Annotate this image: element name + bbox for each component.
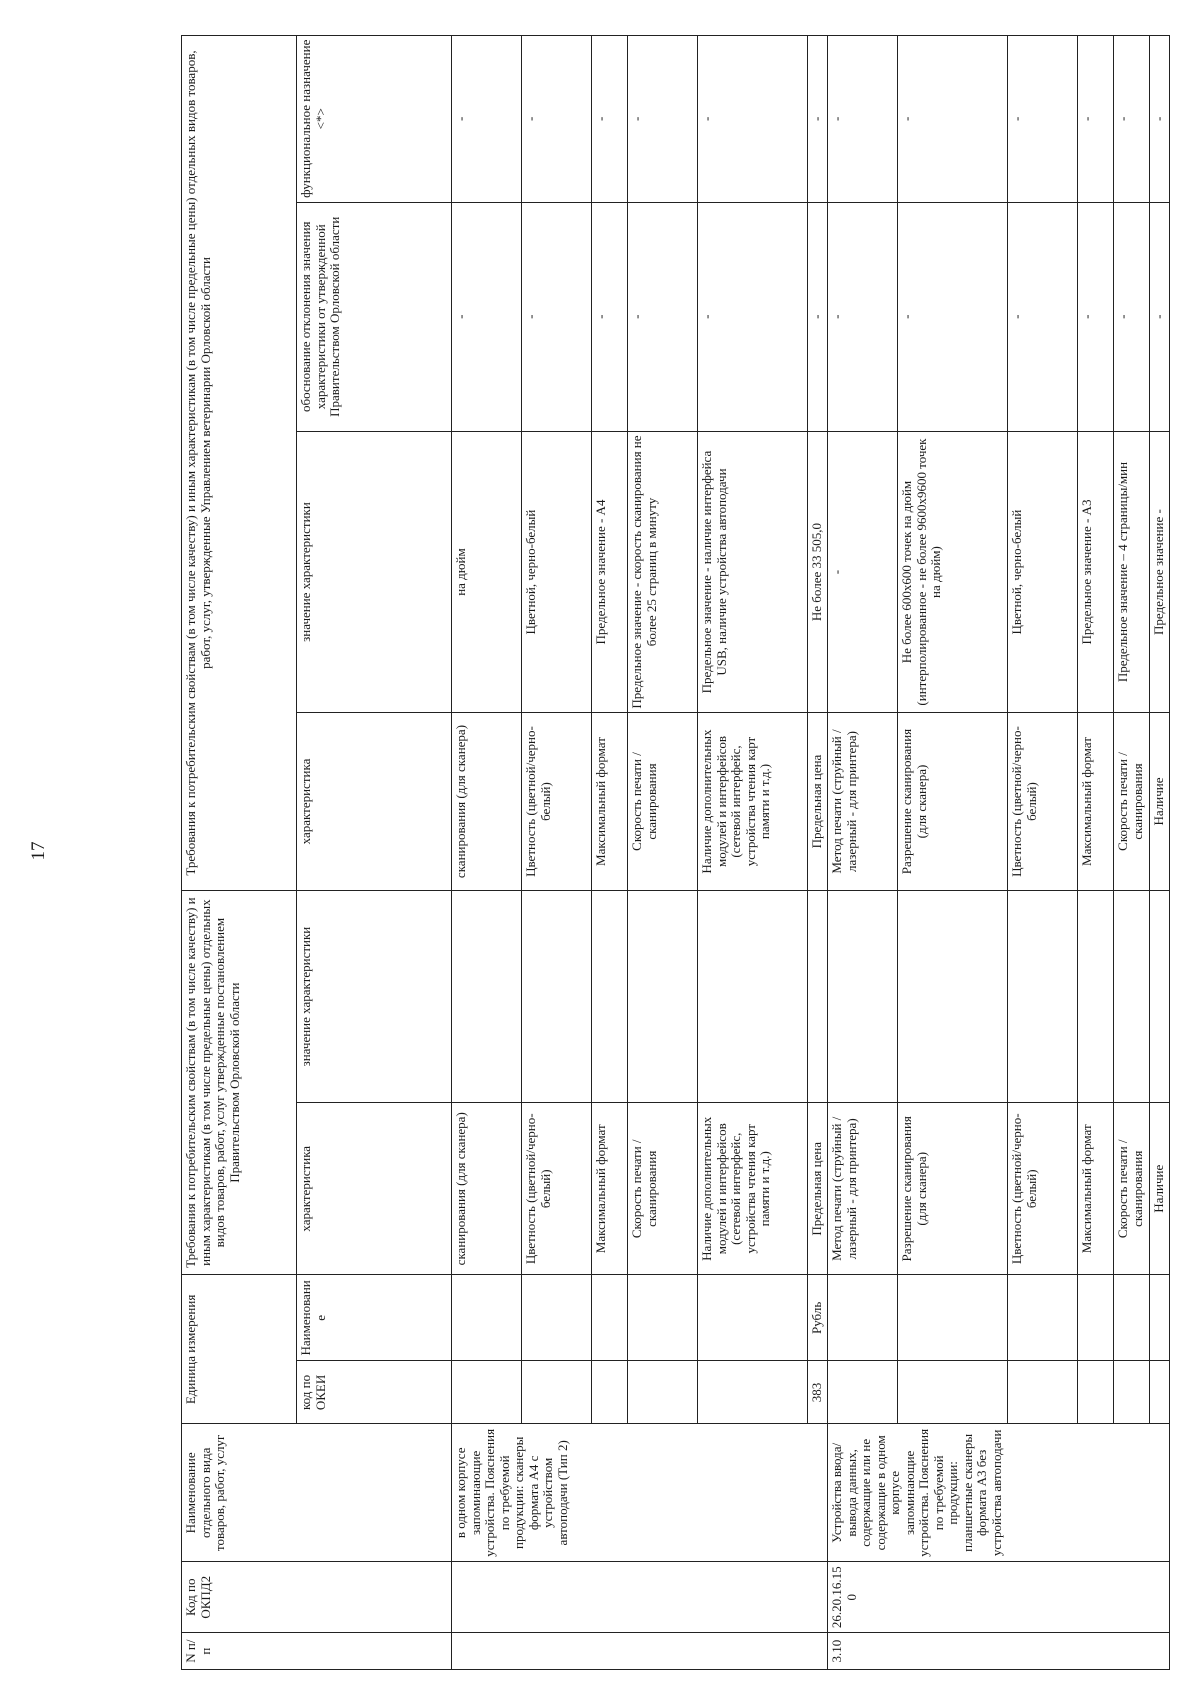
cell-reason: -: [808, 202, 828, 431]
cell-unit-name: [898, 1275, 1008, 1361]
cell-gov-char: Скорость печати / сканирования: [1114, 1103, 1150, 1275]
header-okpd: Код по ОКПД2: [182, 1562, 452, 1633]
cell-gov-value: [628, 890, 698, 1102]
cell-unit-name: Рубль: [808, 1275, 828, 1361]
cell-unit-code: [698, 1361, 808, 1424]
cell-purpose: -: [1008, 36, 1078, 203]
requirements-table: [181, 35, 1170, 1670]
cell-unit-code: [522, 1361, 592, 1424]
cell-reason: -: [452, 202, 522, 431]
cell-gov-value: [1150, 890, 1170, 1102]
header-num: N п/п: [182, 1633, 452, 1670]
cell-purpose: -: [522, 36, 592, 203]
cell-gov-char: Наличие дополнительных модулей и интерфейсов (сетевой интерфейс, устройства чтения карт памяти и т.д.): [698, 1103, 808, 1275]
header-dept-reason: обоснование отклонения значения характеристики от утвержденной Правительством Орловской области: [297, 202, 452, 431]
cell-unit-name: [592, 1275, 628, 1361]
cell-dept-char: Максимальный формат: [592, 713, 628, 891]
header-gov-group: Требования к потребительским свойствам (в том числе качеству) и иным характеристикам (в том числе предельные цены) отдельных видов товаров, работ, услуг утвержденные постановлением Правительством Орловской области: [182, 890, 297, 1274]
cell-dept-value: Не более 600х600 точек на дюйм (интерполированное - не более 9600х9600 точек на дюйм): [898, 431, 1008, 712]
cell-gov-value: [698, 890, 808, 1102]
cell-product-name: в одном корпусе запоминающие устройства. Пояснения по требуемой продукции: сканеры формата А4 с устройством автоподачи (Тип 2): [452, 1424, 828, 1562]
cell-dept-value: Предельное значение - наличие интерфейса USB, наличие устройства автоподачи: [698, 431, 808, 712]
cell-unit-name: [628, 1275, 698, 1361]
cell-purpose: -: [592, 36, 628, 203]
header-unit-name: Наименование: [297, 1275, 452, 1361]
cell-gov-char: сканирования (для сканера): [452, 1103, 522, 1275]
cell-reason: -: [698, 202, 808, 431]
cell-dept-char: Наличие дополнительных модулей и интерфейсов (сетевой интерфейс, устройства чтения карт памяти и т.д.): [698, 713, 808, 891]
header-dept-char: характеристика: [297, 713, 452, 891]
cell-unit-code: [1114, 1361, 1150, 1424]
cell-dept-char: Скорость печати / сканирования: [1114, 713, 1150, 891]
cell-dept-char: Наличие: [1150, 713, 1170, 891]
cell-unit-name: [1114, 1275, 1150, 1361]
cell-reason: -: [592, 202, 628, 431]
cell-gov-value: [828, 890, 898, 1102]
cell-gov-char: Цветность (цветной/черно-белый): [1008, 1103, 1078, 1275]
cell-purpose: -: [1078, 36, 1114, 203]
header-dept-purpose: функциональное назначение <*>: [297, 36, 452, 203]
cell-dept-char: Разрешение сканирования (для сканера): [898, 713, 1008, 891]
table-row: [452, 36, 522, 1670]
cell-unit-name: [1008, 1275, 1078, 1361]
cell-dept-value: на дюйм: [452, 431, 522, 712]
cell-purpose: -: [808, 36, 828, 203]
cell-gov-char: Разрешение сканирования (для сканера): [898, 1103, 1008, 1275]
header-unit-code: код по ОКЕИ: [297, 1361, 452, 1424]
cell-unit-name: [828, 1275, 898, 1361]
cell-dept-value: Предельное значение - А4: [592, 431, 628, 712]
cell-unit-code: [828, 1361, 898, 1424]
cell-unit-name: [698, 1275, 808, 1361]
header-name: Наименование отдельного вида товаров, работ, услуг: [182, 1424, 452, 1562]
cell-gov-char: Максимальный формат: [1078, 1103, 1114, 1275]
cell-unit-code: [1008, 1361, 1078, 1424]
cell-purpose: -: [898, 36, 1008, 203]
cell-gov-char: Скорость печати / сканирования: [628, 1103, 698, 1275]
cell-dept-char: Предельная цена: [808, 713, 828, 891]
cell-purpose: -: [452, 36, 522, 203]
cell-gov-char: Наличие: [1150, 1103, 1170, 1275]
cell-dept-char: Цветность (цветной/черно-белый): [1008, 713, 1078, 891]
cell-dept-value: -: [828, 431, 898, 712]
cell-okpd: [452, 1562, 828, 1633]
cell-unit-name: [452, 1275, 522, 1361]
cell-gov-value: [1078, 890, 1114, 1102]
cell-dept-char: Максимальный формат: [1078, 713, 1114, 891]
cell-purpose: -: [628, 36, 698, 203]
cell-dept-value: Предельное значение - А3: [1078, 431, 1114, 712]
cell-unit-code: [898, 1361, 1008, 1424]
cell-unit-name: [522, 1275, 592, 1361]
cell-dept-char: Цветность (цветной/черно-белый): [522, 713, 592, 891]
cell-unit-code: [628, 1361, 698, 1424]
cell-dept-value: Цветной, черно-белый: [1008, 431, 1078, 712]
cell-dept-value: Предельное значение – 4 страницы/мин: [1114, 431, 1150, 712]
cell-dept-value: Цветной, черно-белый: [522, 431, 592, 712]
table-row: [828, 36, 898, 1670]
header-dept-group: Требования к потребительским свойствам (в том числе качеству) и иным характеристикам (в том числе предельные цены) отдельных видов товаров, работ, услуг, утвержденные Управлением ветеринарии Орловской области: [182, 36, 297, 891]
cell-dept-char: Метод печати (струйный / лазерный - для принтера): [828, 713, 898, 891]
cell-gov-value: [1008, 890, 1078, 1102]
cell-unit-name: [1078, 1275, 1114, 1361]
cell-okpd: 26.20.16.150: [828, 1562, 1170, 1633]
cell-dept-value: Не более 33 505,0: [808, 431, 828, 712]
cell-gov-char: Предельная цена: [808, 1103, 828, 1275]
header-unit-group: Единица измерения: [182, 1275, 297, 1424]
cell-unit-code: [592, 1361, 628, 1424]
cell-gov-value: [592, 890, 628, 1102]
cell-unit-code: [1078, 1361, 1114, 1424]
cell-gov-value: [522, 890, 592, 1102]
header-gov-value: значение характеристики: [297, 890, 452, 1102]
cell-reason: -: [1078, 202, 1114, 431]
cell-num: [452, 1633, 828, 1670]
cell-reason: -: [828, 202, 898, 431]
cell-gov-char: Метод печати (струйный / лазерный - для принтера): [828, 1103, 898, 1275]
cell-purpose: -: [1150, 36, 1170, 203]
cell-unit-code: [452, 1361, 522, 1424]
cell-gov-char: Цветность (цветной/черно-белый): [522, 1103, 592, 1275]
cell-gov-value: [808, 890, 828, 1102]
cell-purpose: -: [698, 36, 808, 203]
cell-purpose: -: [828, 36, 898, 203]
cell-gov-value: [898, 890, 1008, 1102]
cell-purpose: -: [1114, 36, 1150, 203]
page-number: 17: [28, 841, 49, 861]
cell-gov-value: [452, 890, 522, 1102]
cell-unit-code: 383: [808, 1361, 828, 1424]
cell-product-name: Устройства ввода/вывода данных, содержащие или не содержащие в одном корпусе запоминающие устройства. Пояснения по требуемой продукции: планшетные сканеры формата А3 без устройства автоподачи: [828, 1424, 1170, 1562]
cell-reason: -: [1114, 202, 1150, 431]
cell-dept-value: Предельное значение - скорость сканирования не более 25 страниц в минуту: [628, 431, 698, 712]
cell-dept-char: сканирования (для сканера): [452, 713, 522, 891]
header-gov-char: характеристика: [297, 1103, 452, 1275]
cell-reason: -: [898, 202, 1008, 431]
cell-reason: -: [628, 202, 698, 431]
header-dept-value: значение характеристики: [297, 431, 452, 712]
cell-reason: -: [522, 202, 592, 431]
cell-reason: -: [1008, 202, 1078, 431]
cell-unit-name: [1150, 1275, 1170, 1361]
cell-dept-value: Предельное значение -: [1150, 431, 1170, 712]
cell-gov-value: [1114, 890, 1150, 1102]
cell-num: 3.10: [828, 1633, 1170, 1670]
cell-unit-code: [1150, 1361, 1170, 1424]
cell-gov-char: Максимальный формат: [592, 1103, 628, 1275]
cell-dept-char: Скорость печати / сканирования: [628, 713, 698, 891]
cell-reason: -: [1150, 202, 1170, 431]
